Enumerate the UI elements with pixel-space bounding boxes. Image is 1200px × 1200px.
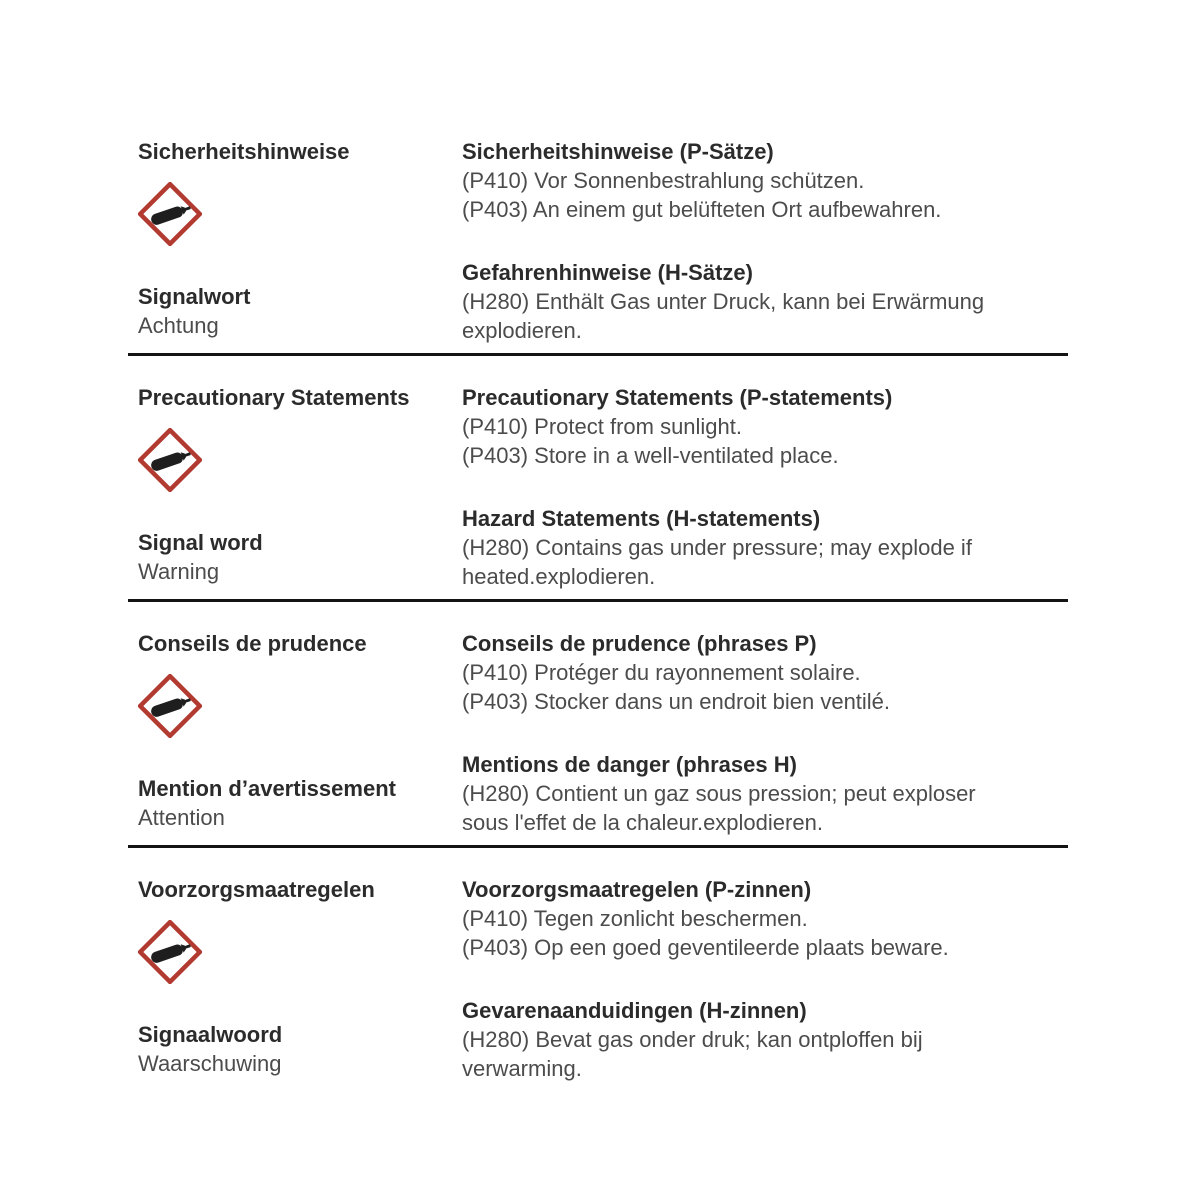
p-statement-line: (P410) Protect from sunlight. <box>462 414 743 439</box>
p-statement-line: (P410) Protéger du rayonnement solaire. <box>462 660 861 685</box>
section-title: Precautionary Statements <box>138 385 410 410</box>
section-title: Conseils de prudence <box>138 631 367 656</box>
p-statements-heading: Precautionary Statements (P-statements) <box>462 385 893 410</box>
h-statements-heading: Mentions de danger (phrases H) <box>462 752 797 777</box>
h-statements-heading: Gefahrenhinweise (H-Sätze) <box>462 260 753 285</box>
h-statement-line: (H280) Contains gas under pressure; may explode if <box>462 535 972 560</box>
section-dutch-right-column <box>462 875 1068 1083</box>
p-statement-line: (P403) An einem gut belüfteten Ort aufbewahren. <box>462 197 942 222</box>
section-english-left-column <box>138 383 462 591</box>
signal-word-value: Warning <box>138 559 220 584</box>
h-statement-line: sous l'effet de la chaleur.explodieren. <box>462 810 823 835</box>
h-statements-heading: Gevarenaanduidingen (H-zinnen) <box>462 998 807 1023</box>
h-statement-line: (H280) Bevat gas onder druk; kan ontploffen bij <box>462 1027 923 1052</box>
p-statement-line: (P403) Op een goed geventileerde plaats beware. <box>462 935 949 960</box>
section-french <box>128 629 1068 837</box>
p-statement-line: (P410) Tegen zonlicht beschermen. <box>462 906 808 931</box>
section-german-right-column <box>462 137 1068 345</box>
h-statement-line: explodieren. <box>462 318 582 343</box>
ghs04-gas-cylinder-icon <box>138 428 202 492</box>
section-dutch-left-column <box>138 875 462 1083</box>
ghs-label-sheet <box>128 137 1068 1083</box>
section-french-right-column <box>462 629 1068 837</box>
ghs04-gas-cylinder-icon <box>138 182 202 246</box>
section-title: Sicherheitshinweise <box>138 139 350 164</box>
signal-word-value: Achtung <box>138 313 219 338</box>
h-statement-line: (H280) Contient un gaz sous pression; peut exploser <box>462 781 976 806</box>
section-german <box>128 137 1068 345</box>
signal-word-value: Attention <box>138 805 225 830</box>
section-divider <box>128 353 1068 356</box>
h-statement-line: verwarming. <box>462 1056 582 1081</box>
ghs04-gas-cylinder-icon <box>138 674 202 738</box>
section-divider <box>128 845 1068 848</box>
p-statements-heading: Voorzorgsmaatregelen (P-zinnen) <box>462 877 812 902</box>
section-french-left-column <box>138 629 462 837</box>
p-statements-heading: Sicherheitshinweise (P-Sätze) <box>462 139 774 164</box>
h-statement-line: (H280) Enthält Gas unter Druck, kann bei Erwärmung <box>462 289 985 314</box>
section-english-right-column <box>462 383 1068 591</box>
signal-word-label: Mention d’avertissement <box>138 776 396 801</box>
section-english <box>128 383 1068 591</box>
signal-word-value: Waarschuwing <box>138 1051 282 1076</box>
signal-word-label: Signalwort <box>138 284 251 309</box>
section-dutch <box>128 875 1068 1083</box>
signal-word-label: Signaalwoord <box>138 1022 283 1047</box>
section-divider <box>128 599 1068 602</box>
section-title: Voorzorgsmaatregelen <box>138 877 375 902</box>
h-statement-line: heated.explodieren. <box>462 564 656 589</box>
p-statement-line: (P403) Store in a well-ventilated place. <box>462 443 839 468</box>
ghs04-gas-cylinder-icon <box>138 920 202 984</box>
h-statements-heading: Hazard Statements (H-statements) <box>462 506 821 531</box>
signal-word-label: Signal word <box>138 530 263 555</box>
p-statement-line: (P403) Stocker dans un endroit bien ventilé. <box>462 689 891 714</box>
p-statement-line: (P410) Vor Sonnenbestrahlung schützen. <box>462 168 865 193</box>
p-statements-heading: Conseils de prudence (phrases P) <box>462 631 817 656</box>
section-german-left-column <box>138 137 462 345</box>
